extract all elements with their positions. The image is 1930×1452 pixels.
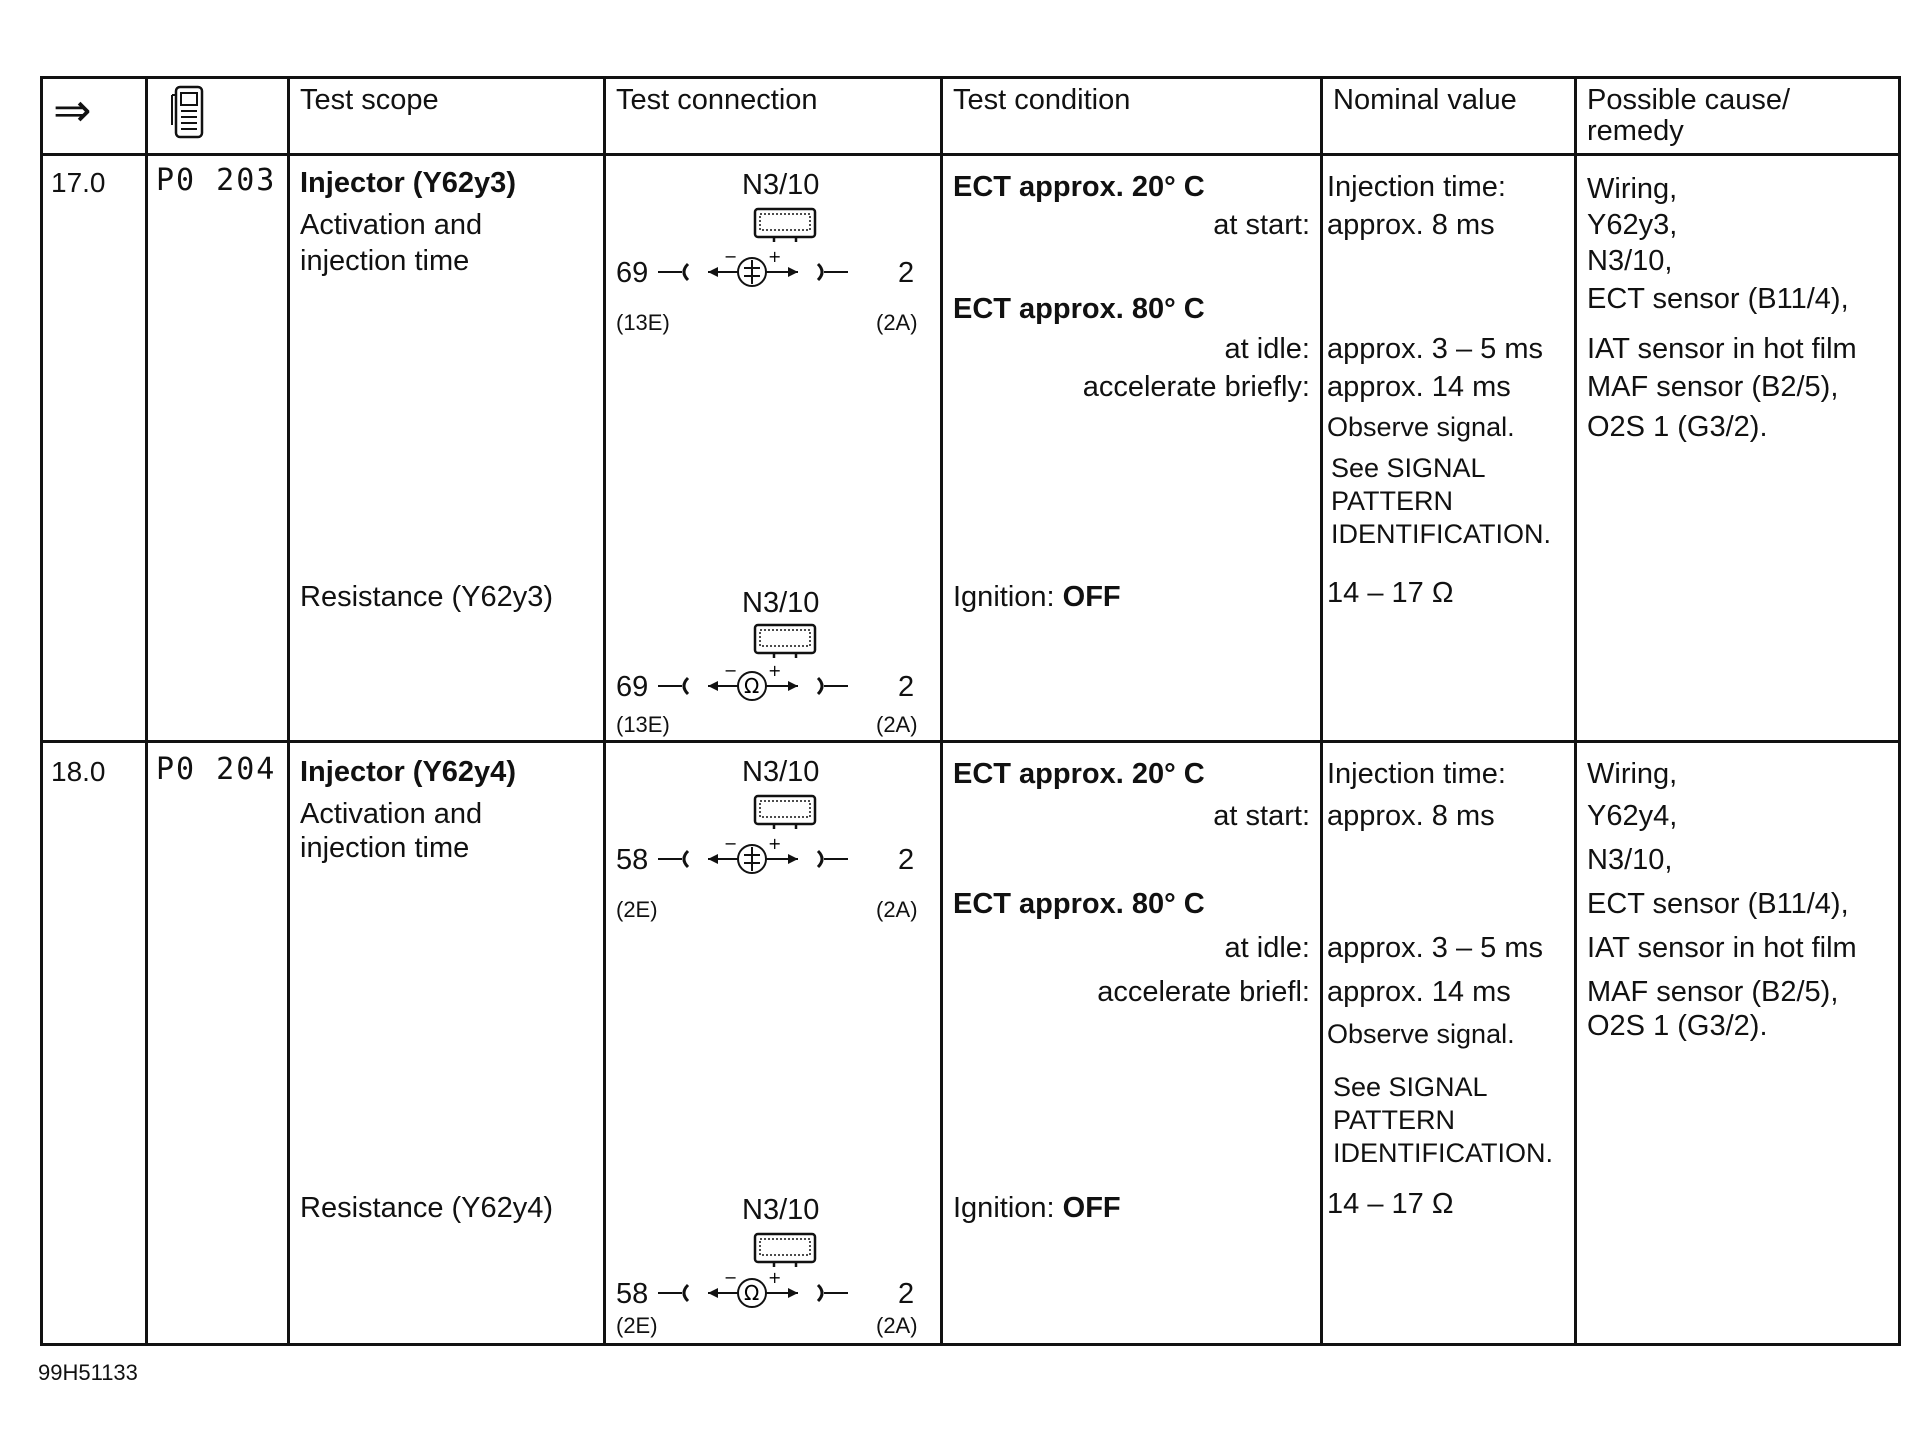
cause-item: Wiring, <box>1587 173 1678 205</box>
left-pin-sub: (13E) <box>616 712 670 737</box>
left-pin: 69 <box>616 257 649 289</box>
table-row <box>42 155 1900 742</box>
ecu-connector-icon <box>754 1233 816 1267</box>
possible-cause-header: Possible cause/ remedy <box>1576 78 1900 155</box>
right-pin: 2 <box>898 844 915 876</box>
condition-label: at idle: <box>1224 932 1310 964</box>
cause-item: N3/10, <box>1587 245 1673 277</box>
cause-item: O2S 1 (G3/2). <box>1587 1010 1768 1042</box>
module-label: N3/10 <box>742 1194 820 1226</box>
module-label: N3/10 <box>742 587 820 619</box>
cause-item: Y62y4, <box>1587 800 1678 832</box>
ecu-connector-icon <box>754 624 816 658</box>
svg-text:+: + <box>768 834 782 853</box>
condition-label: at start: <box>1213 800 1310 832</box>
svg-text:−: − <box>724 834 738 853</box>
condition-label: at start: <box>1213 209 1310 241</box>
step-number: 18.0 <box>51 756 106 787</box>
right-pin-sub: (2A) <box>876 897 918 922</box>
arrow-icon: ⇒ <box>53 84 92 136</box>
condition-ect: ECT approx. 80° C <box>953 888 1205 920</box>
ohmmeter-icon <box>658 661 878 706</box>
cause-item: MAF sensor (B2/5), <box>1587 371 1839 403</box>
nominal-label: Injection time: <box>1327 171 1506 203</box>
module-label: N3/10 <box>742 169 820 201</box>
right-pin-sub: (2A) <box>876 1313 918 1338</box>
ignition-condition: Ignition: OFF <box>953 581 1121 613</box>
module-label: N3/10 <box>742 756 820 788</box>
dtc-code: P0 203 <box>156 163 277 198</box>
injection-meter-icon <box>658 834 878 879</box>
scope-line: Activation and <box>300 209 483 241</box>
svg-text:−: − <box>724 1268 738 1287</box>
ohmmeter-icon <box>658 1268 878 1313</box>
cause-item: N3/10, <box>1587 844 1673 876</box>
condition-ect: ECT approx. 80° C <box>953 293 1205 325</box>
nominal-note: See SIGNAL <box>1331 453 1486 483</box>
cause-item: IAT sensor in hot film <box>1587 333 1857 365</box>
right-pin-sub: (2A) <box>876 310 918 335</box>
arrow-header <box>42 78 147 155</box>
scope-title: Injector (Y62y3) <box>300 167 516 199</box>
left-pin: 58 <box>616 844 649 876</box>
right-pin: 2 <box>898 671 915 703</box>
scope-title: Injector (Y62y4) <box>300 756 516 788</box>
nominal-note: Observe signal. <box>1327 1019 1515 1049</box>
nominal-note: See SIGNAL <box>1333 1072 1488 1102</box>
scope-line: injection time <box>300 832 470 864</box>
ecu-connector-icon <box>754 208 816 242</box>
cause-item: O2S 1 (G3/2). <box>1587 411 1768 443</box>
scope-line: Activation and <box>300 798 483 830</box>
svg-text:−: − <box>724 661 738 680</box>
figure-code: 99H51133 <box>38 1360 138 1385</box>
ecu-connector-icon <box>754 795 816 829</box>
svg-text:−: − <box>724 247 738 266</box>
nominal-value: approx. 8 ms <box>1327 209 1495 241</box>
nominal-value-header: Nominal value <box>1322 78 1576 155</box>
nominal-note: PATTERN <box>1333 1105 1456 1135</box>
right-pin: 2 <box>898 1278 915 1310</box>
handheld-tester-icon <box>170 85 210 141</box>
scope-resistance: Resistance (Y62y3) <box>300 581 554 613</box>
test-condition-header: Test condition <box>942 78 1322 155</box>
nominal-resistance: 14 – 17 Ω <box>1327 577 1454 609</box>
scope-resistance: Resistance (Y62y4) <box>300 1192 554 1224</box>
nominal-note: PATTERN <box>1331 486 1454 516</box>
nominal-note: Observe signal. <box>1327 412 1515 442</box>
svg-text:+: + <box>768 661 782 680</box>
cause-item: ECT sensor (B11/4), <box>1587 888 1849 920</box>
connection-diagram <box>606 743 940 1343</box>
nominal-note: IDENTIFICATION. <box>1331 519 1551 549</box>
test-connection-header: Test connection <box>605 78 942 155</box>
step-number: 17.0 <box>51 167 106 198</box>
cause-item: MAF sensor (B2/5), <box>1587 976 1839 1008</box>
left-pin: 69 <box>616 671 649 703</box>
table-row <box>42 742 1900 1345</box>
tester-header <box>147 78 289 155</box>
condition-ect: ECT approx. 20° C <box>953 758 1205 790</box>
header-row <box>42 78 1900 155</box>
ohm-symbol: Ω <box>744 674 760 698</box>
ohm-symbol: Ω <box>744 1281 760 1305</box>
nominal-value: approx. 8 ms <box>1327 800 1495 832</box>
nominal-value: approx. 3 – 5 ms <box>1327 932 1543 964</box>
cause-item: IAT sensor in hot film <box>1587 932 1857 964</box>
condition-label: accelerate briefl: <box>1097 976 1310 1008</box>
nominal-value: approx. 3 – 5 ms <box>1327 333 1543 365</box>
svg-text:+: + <box>768 1268 782 1287</box>
left-pin: 58 <box>616 1278 649 1310</box>
scope-line: injection time <box>300 245 470 277</box>
left-pin-sub: (2E) <box>616 1313 658 1338</box>
cause-item: Wiring, <box>1587 758 1678 790</box>
condition-label: accelerate briefly: <box>1082 371 1310 403</box>
right-pin-sub: (2A) <box>876 712 918 737</box>
cause-item: ECT sensor (B11/4), <box>1587 283 1849 315</box>
nominal-value: approx. 14 ms <box>1327 371 1511 403</box>
cause-item: Y62y3, <box>1587 209 1678 241</box>
condition-label: at idle: <box>1224 333 1310 365</box>
dtc-code: P0 204 <box>156 752 277 787</box>
test-table <box>40 76 1901 1346</box>
nominal-label: Injection time: <box>1327 758 1506 790</box>
right-pin: 2 <box>898 257 915 289</box>
left-pin-sub: (13E) <box>616 310 670 335</box>
test-scope-header: Test scope <box>289 78 605 155</box>
connection-diagram <box>606 156 940 740</box>
injection-meter-icon <box>658 247 878 292</box>
svg-text:+: + <box>768 247 782 266</box>
ignition-condition: Ignition: OFF <box>953 1192 1121 1224</box>
nominal-resistance: 14 – 17 Ω <box>1327 1188 1454 1220</box>
nominal-value: approx. 14 ms <box>1327 976 1511 1008</box>
condition-ect: ECT approx. 20° C <box>953 171 1205 203</box>
left-pin-sub: (2E) <box>616 897 658 922</box>
nominal-note: IDENTIFICATION. <box>1333 1138 1553 1168</box>
